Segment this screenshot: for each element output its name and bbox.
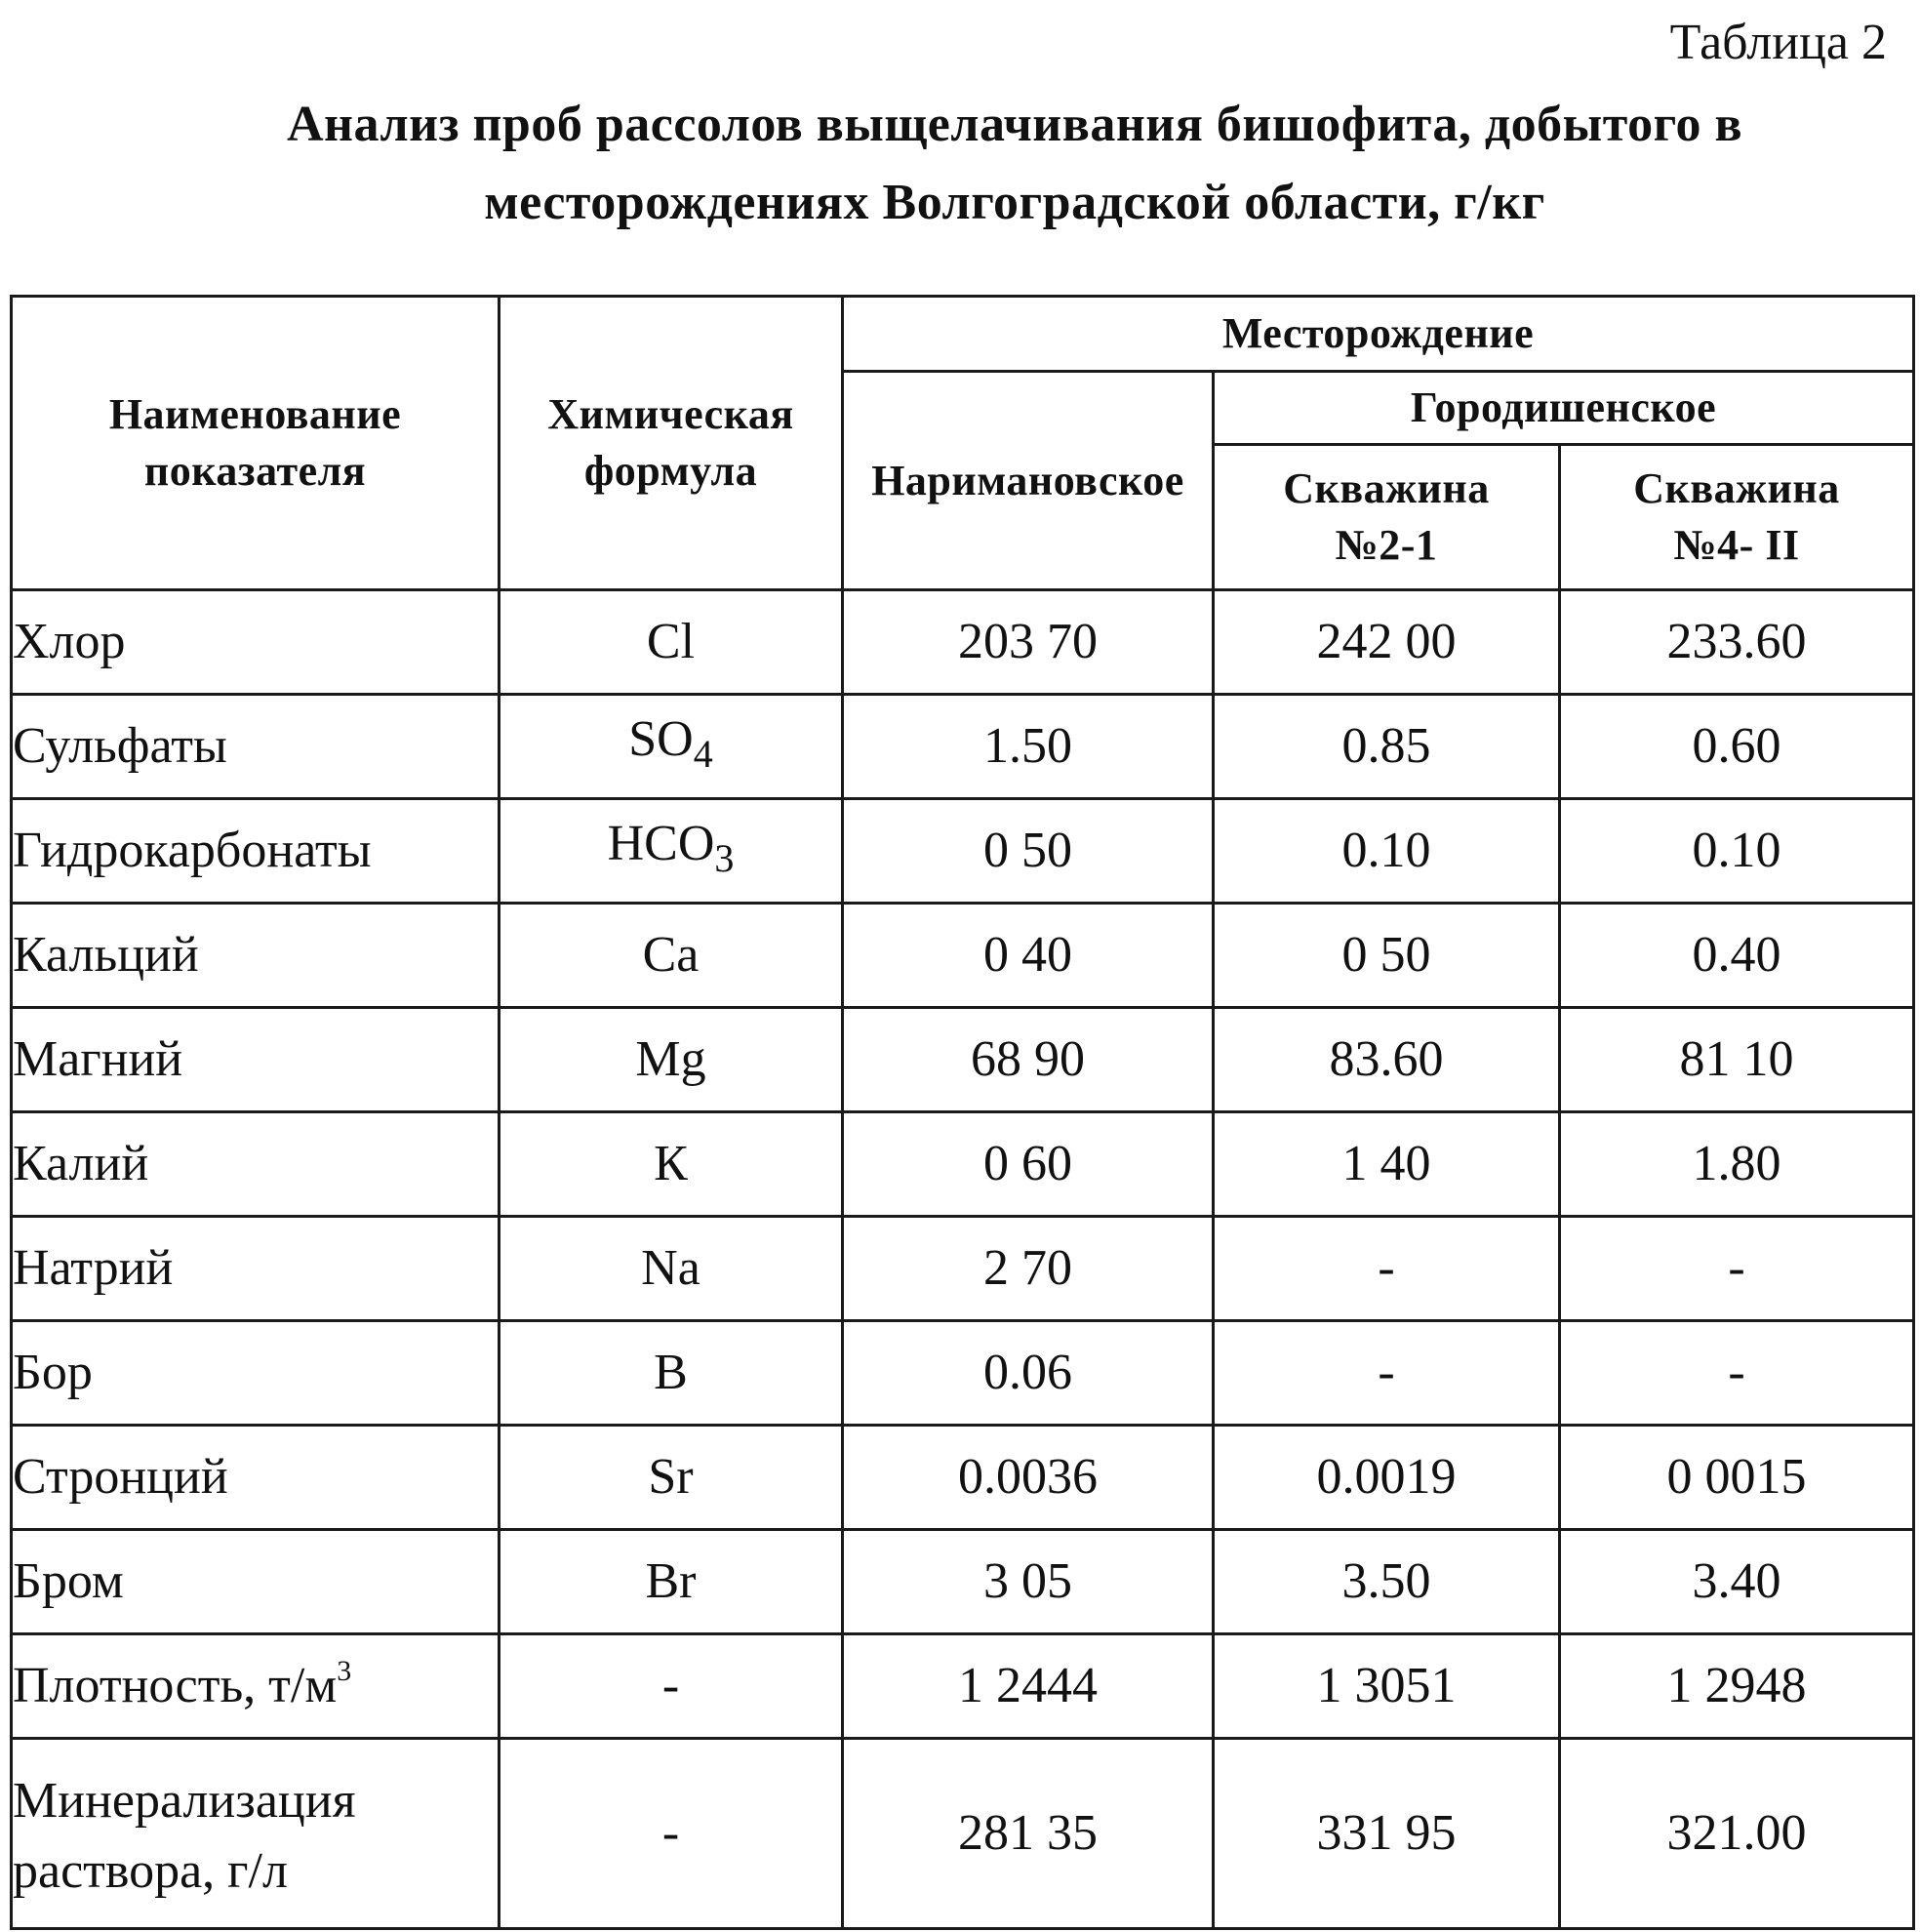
header-chemical-formula: Химическая формула	[500, 297, 843, 590]
table-row	[12, 1008, 1914, 1112]
indicator-name: Бром	[12, 1530, 500, 1634]
value-narimanovskoe: 281 35	[843, 1739, 1214, 1929]
indicator-name: Кальций	[12, 904, 500, 1008]
table-label: Таблица 2	[1670, 14, 1887, 72]
value-narimanovskoe: 0.06	[843, 1321, 1214, 1426]
value-well-4-2: 3.40	[1560, 1530, 1914, 1634]
value-narimanovskoe: 0 50	[843, 799, 1214, 904]
value-well-2-1: -	[1214, 1321, 1560, 1426]
value-well-4-2: 1.80	[1560, 1112, 1914, 1217]
value-well-4-2: 321.00	[1560, 1739, 1914, 1929]
chemical-formula: SO4	[500, 695, 843, 799]
value-well-2-1: 0.85	[1214, 695, 1560, 799]
indicator-name: Магний	[12, 1008, 500, 1112]
brine-analysis-table	[10, 295, 1915, 1930]
chemical-formula: Mg	[500, 1008, 843, 1112]
value-well-2-1: 331 95	[1214, 1739, 1560, 1929]
value-narimanovskoe: 68 90	[843, 1008, 1214, 1112]
table-row	[12, 1530, 1914, 1634]
header-indicator-name: Наименование показателя	[12, 297, 500, 590]
indicator-name: Натрий	[12, 1217, 500, 1321]
indicator-name: Хлор	[12, 590, 500, 695]
chemical-formula: Br	[500, 1530, 843, 1634]
value-narimanovskoe: 203 70	[843, 590, 1214, 695]
table-row	[12, 1112, 1914, 1217]
table-row	[12, 1217, 1914, 1321]
indicator-name: Сульфаты	[12, 695, 500, 799]
table-title	[0, 86, 1920, 242]
chemical-formula: К	[500, 1112, 843, 1217]
table-row	[12, 1634, 1914, 1739]
value-narimanovskoe: 1 2444	[843, 1634, 1214, 1739]
table-title-line-1: Анализ проб рассолов выщелачивания бишофита, добытого в	[0, 86, 1920, 164]
value-well-4-2: 0 0015	[1560, 1426, 1914, 1530]
chemical-formula: Cl	[500, 590, 843, 695]
value-well-4-2: 0.40	[1560, 904, 1914, 1008]
chemical-formula: Ca	[500, 904, 843, 1008]
value-narimanovskoe: 0 40	[843, 904, 1214, 1008]
header-well-4-2: Скважина №4- II	[1560, 445, 1914, 590]
chemical-formula: -	[500, 1739, 843, 1929]
value-narimanovskoe: 0.0036	[843, 1426, 1214, 1530]
value-well-2-1: 0 50	[1214, 904, 1560, 1008]
indicator-name: Минерализация раствора, г/л	[12, 1739, 500, 1929]
table-row	[12, 1321, 1914, 1426]
header-deposit: Месторождение	[843, 297, 1914, 372]
header-narimanovskoe: Наримановское	[843, 372, 1214, 590]
value-well-2-1: -	[1214, 1217, 1560, 1321]
indicator-name: Плотность, т/м3	[12, 1634, 500, 1739]
header-gorodishenskoe: Городишенское	[1214, 372, 1914, 445]
value-well-4-2: -	[1560, 1321, 1914, 1426]
chemical-formula: Na	[500, 1217, 843, 1321]
value-narimanovskoe: 3 05	[843, 1530, 1214, 1634]
value-well-2-1: 1 3051	[1214, 1634, 1560, 1739]
value-narimanovskoe: 0 60	[843, 1112, 1214, 1217]
chemical-formula: -	[500, 1634, 843, 1739]
value-well-4-2: 81 10	[1560, 1008, 1914, 1112]
value-well-4-2: 1 2948	[1560, 1634, 1914, 1739]
chemical-formula: Sr	[500, 1426, 843, 1530]
value-narimanovskoe: 1.50	[843, 695, 1214, 799]
value-well-4-2: 0.10	[1560, 799, 1914, 904]
indicator-name: Бор	[12, 1321, 500, 1426]
value-well-4-2: 0.60	[1560, 695, 1914, 799]
header-well-2-1: Скважина №2-1	[1214, 445, 1560, 590]
table-row	[12, 799, 1914, 904]
table-row	[12, 1426, 1914, 1530]
indicator-name: Калий	[12, 1112, 500, 1217]
value-well-2-1: 83.60	[1214, 1008, 1560, 1112]
table-row	[12, 695, 1914, 799]
value-narimanovskoe: 2 70	[843, 1217, 1214, 1321]
indicator-name: Гидрокарбонаты	[12, 799, 500, 904]
chemical-formula: HCO3	[500, 799, 843, 904]
table-row	[12, 590, 1914, 695]
value-well-2-1: 0.0019	[1214, 1426, 1560, 1530]
table-row	[12, 1739, 1914, 1929]
indicator-name: Стронций	[12, 1426, 500, 1530]
value-well-4-2: 233.60	[1560, 590, 1914, 695]
table-title-line-2: месторождениях Волгоградской области, г/кг	[0, 164, 1920, 242]
value-well-2-1: 3.50	[1214, 1530, 1560, 1634]
value-well-2-1: 1 40	[1214, 1112, 1560, 1217]
value-well-4-2: -	[1560, 1217, 1914, 1321]
chemical-formula: B	[500, 1321, 843, 1426]
value-well-2-1: 242 00	[1214, 590, 1560, 695]
value-well-2-1: 0.10	[1214, 799, 1560, 904]
table-row	[12, 904, 1914, 1008]
